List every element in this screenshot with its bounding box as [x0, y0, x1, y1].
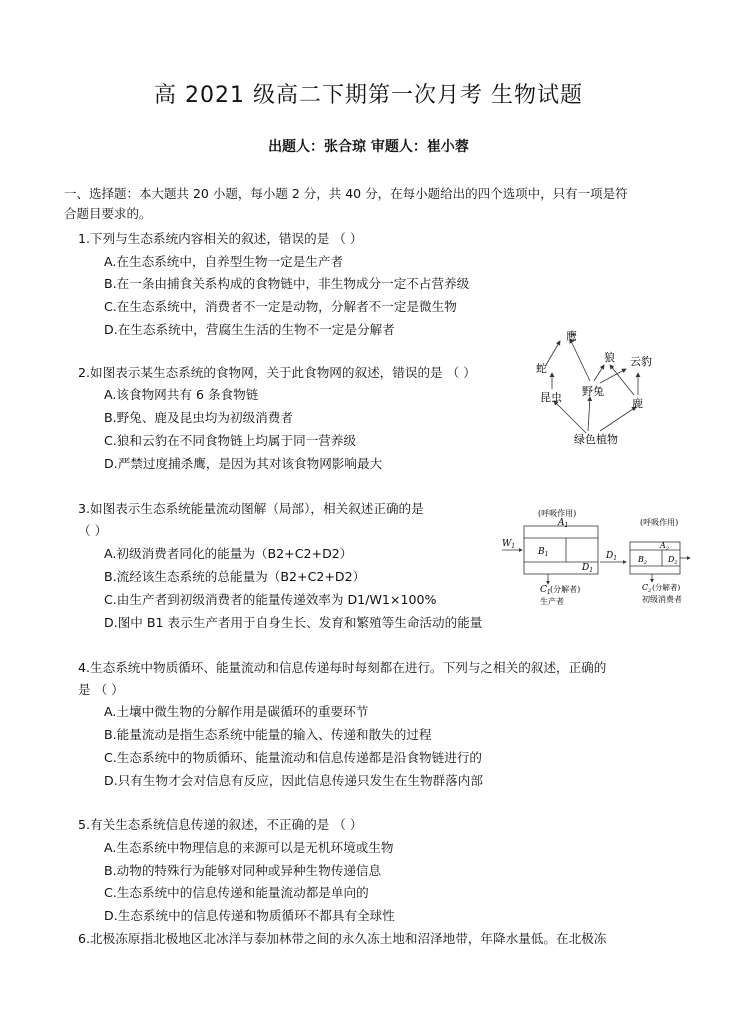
energy-label-resp1: (呼吸作用)	[538, 509, 577, 518]
question-4-stem-line1: 4.生态系统中物质循环、能量流动和信息传递每时每刻都在进行。下列与之相关的叙述，正确的	[78, 660, 607, 675]
energy-label-b2-sub: 2	[643, 560, 648, 566]
energy-label-c1-sub: 1	[546, 589, 551, 596]
question-5-option-a: A.生态系统中物理信息的来源可以是无机环境或生物	[104, 840, 394, 855]
energy-flow-diagram	[496, 504, 700, 608]
energy-label-c2-note: (分解者)	[652, 583, 681, 592]
question-5-option-c: C.生态系统中的信息传递和能量流动都是单向的	[104, 885, 369, 900]
question-5-option-d: D.生态系统中的信息传递和物质循环不都具有全球性	[104, 908, 395, 923]
question-3-option-d: D.图中 B1 表示生产者用于自身生长、发育和繁殖等生命活动的能量	[104, 615, 483, 630]
svg-text:B1	[537, 547, 548, 558]
energy-label-a1-sub: 1	[564, 522, 569, 529]
energy-label-resp2: (呼吸作用)	[640, 518, 679, 527]
energy-label-c2: C	[642, 583, 649, 592]
question-6-stem: 6.北极冻原指北极地区北冰洋与泰加林带之间的永久冻土地和沼泽地带，年降水量低。在北极冻	[78, 931, 607, 946]
energy-label-b1-sub: 1	[544, 551, 549, 558]
food-web-node-leopard: 云豹	[630, 355, 652, 368]
energy-label-consumer: 初级消费者	[642, 595, 682, 604]
question-2-stem: 2.如图表示某生态系统的食物网，关于此食物网的叙述，错误的是 （ ）	[78, 365, 476, 380]
energy-label-d1-arrow-sub: 1	[613, 555, 618, 562]
question-3-option-b: B.流经该生态系统的总能量为（B2+C2+D2）	[104, 569, 366, 584]
question-1-stem: 1.下列与生态系统内容相关的叙述，错误的是 （ ）	[78, 231, 363, 246]
svg-text:W1	[502, 539, 515, 550]
food-web-node-deer: 鹿	[632, 397, 643, 410]
question-2-option-d: D.严禁过度捕杀鹰，是因为其对该食物网影响最大	[104, 456, 383, 471]
question-4-option-a: A.土壤中微生物的分解作用是碳循环的重要环节	[104, 704, 369, 719]
question-2-option-c: C.狼和云豹在不同食物链上均属于同一营养级	[104, 433, 357, 448]
section-intro-line1: 一、选择题：本大题共 20 小题，每小题 2 分，共 40 分，在每小题给出的四个选项中，只有一项是符	[64, 186, 628, 201]
food-web-node-eagle: 鹰	[566, 330, 577, 343]
energy-label-a2-sub: 2	[665, 546, 669, 552]
question-4-option-c: C.生态系统中的物质循环、能量流动和信息传递都是沿食物链进行的	[104, 750, 483, 765]
question-3-option-a: A.初级消费者同化的能量为（B2+C2+D2）	[104, 546, 353, 561]
energy-label-d1: D	[582, 563, 590, 573]
energy-label-c1-note: (分解者)	[550, 585, 581, 594]
question-4-stem-line2: 是 （ ）	[78, 682, 124, 697]
question-5-option-b: B.动物的特殊行为能够对同种或异种生物传递信息	[104, 863, 382, 878]
question-2-option-b: B.野兔、鹿及昆虫均为初级消费者	[104, 410, 293, 425]
energy-label-d2: D	[668, 555, 675, 564]
question-1-option-d: D.在生态系统中，营腐生生活的生物不一定是分解者	[104, 322, 395, 337]
question-3-stem-line1: 3.如图表示生态系统能量流动图解（局部），相关叙述正确的是	[78, 501, 424, 516]
energy-label-d2-sub: 2	[674, 560, 678, 566]
energy-label-a2: A	[660, 541, 666, 550]
svg-text:A1	[557, 518, 568, 529]
food-web-node-hare: 野兔	[582, 385, 604, 398]
question-3-stem-line2: （ ）	[78, 523, 108, 538]
question-1-option-b: B.在一条由捕食关系构成的食物链中，非生物成分一定不占营养级	[104, 276, 470, 291]
authors-line: 出题人：张合琼 审题人：崔小蓉	[268, 139, 469, 155]
question-2-option-a: A.该食物网共有 6 条食物链	[104, 387, 259, 402]
energy-label-a1: A	[558, 518, 565, 528]
energy-label-d1-arrow: D	[606, 551, 614, 561]
section-intro-line2: 合题目要求的。	[64, 206, 152, 221]
food-web-node-wolf: 狼	[604, 351, 615, 364]
question-1-option-a: A.在生态系统中，自养型生物一定是生产者	[104, 254, 344, 269]
question-4-option-b: B.能量流动是指生态系统中能量的输入、传递和散失的过程	[104, 727, 432, 742]
page-title: 高 2021 级高二下期第一次月考 生物试题	[154, 83, 583, 108]
food-web-node-insect: 昆虫	[540, 391, 562, 404]
energy-label-d1-sub: 1	[589, 567, 594, 574]
energy-label-w1-sub: 1	[511, 543, 516, 550]
energy-label-b1: B	[538, 547, 545, 557]
svg-text:D1	[605, 551, 617, 562]
svg-text:D1	[581, 563, 593, 574]
energy-label-producer: 生产者	[540, 597, 564, 606]
food-web-node-snake: 蛇	[536, 362, 547, 375]
food-web-node-plants: 绿色植物	[574, 433, 618, 446]
svg-text:D2	[667, 555, 678, 566]
energy-label-c2-sub: 2	[648, 588, 652, 594]
question-5-stem: 5.有关生态系统信息传递的叙述，不正确的是 （ ）	[78, 817, 363, 832]
energy-label-c1: C	[540, 585, 547, 595]
question-3-option-c: C.由生产者到初级消费者的能量传递效率为 D1/W1×100%	[104, 592, 437, 607]
food-web-diagram	[530, 325, 670, 450]
question-1-option-c: C.在生态系统中，消费者不一定是动物，分解者不一定是微生物	[104, 299, 457, 314]
energy-label-w1: W	[502, 539, 512, 549]
svg-text:C2	[642, 583, 651, 594]
svg-text:B2	[637, 555, 647, 566]
question-4-option-d: D.只有生物才会对信息有反应，因此信息传递只发生在生物群落内部	[104, 773, 483, 788]
energy-label-b2: B	[638, 555, 644, 564]
